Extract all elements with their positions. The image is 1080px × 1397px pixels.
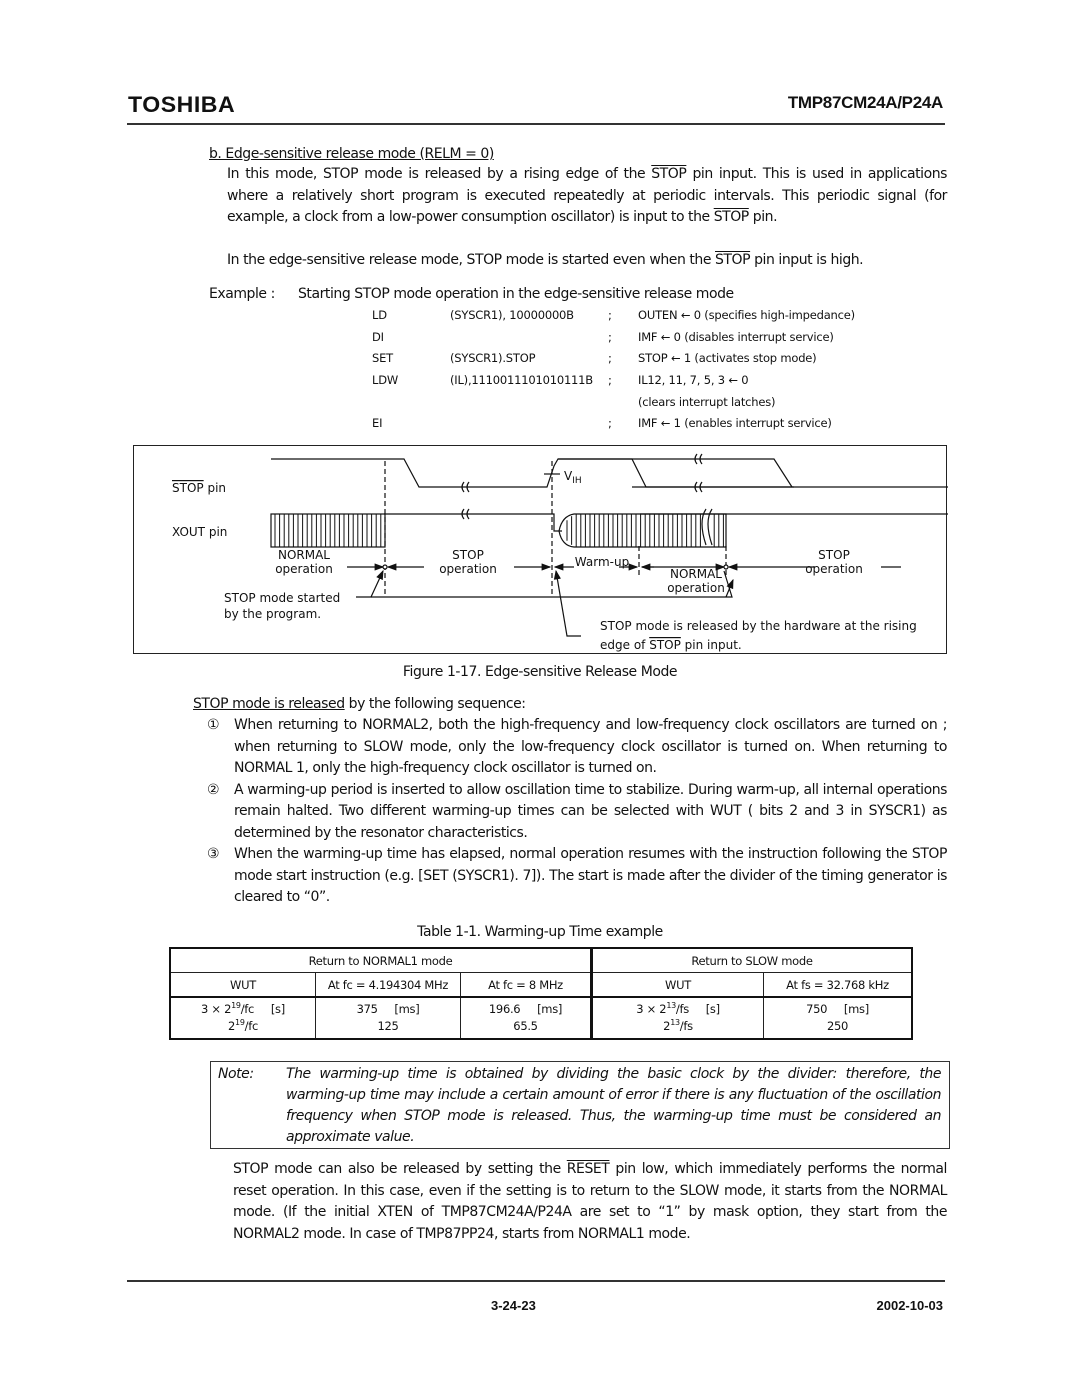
stop-pin-waveform-high (558, 459, 792, 487)
code-listing (372, 305, 912, 435)
callout-started (356, 571, 383, 597)
code-line (372, 370, 912, 392)
sequence-item (207, 715, 947, 780)
column-header: At fc = 4.194304 MHz (316, 973, 461, 998)
xout-pin-label: XOUT pin (172, 525, 228, 539)
code-line (372, 392, 912, 414)
header-rule (127, 123, 945, 125)
comment: IMF ← 1 (enables interrupt service) (638, 416, 832, 431)
operand: (SYSCR1).STOP (450, 351, 536, 366)
reset-paragraph (233, 1159, 947, 1245)
xout-oscillation-normal (271, 514, 385, 547)
sequence-item (207, 844, 947, 909)
sequence-item (207, 780, 947, 845)
opcode: DI (372, 329, 384, 344)
separator: ; (608, 329, 612, 344)
table-cell: $3 \times 2^{13}/fs$ [s] $2^{13}/fs$ (592, 997, 764, 1039)
separator: ; (608, 351, 612, 366)
separator: ; (608, 373, 612, 388)
text: pin input. This is used in applications where a relatively short program is executed repeatedly at periodic intervals. This periodic signal (for example, a clock from a low-power consumption oscillator) is input to the (227, 166, 947, 225)
brand-logo: TOSHIBA (128, 92, 236, 117)
group-header: Return to SLOW mode (592, 948, 913, 973)
stop-pin-label: STOP pin (172, 481, 227, 495)
figure-caption: Figure 1-17. Edge-sensitive Release Mode (402, 664, 678, 680)
comment: IL12, 11, 7, 5, 3 ← 0 (638, 373, 749, 388)
normal-op-label: NORMAL (277, 548, 331, 562)
note-box (210, 1061, 950, 1149)
group-header: Return to NORMAL1 mode (170, 948, 592, 973)
stop-signal: STOP (713, 209, 749, 225)
opcode: EI (372, 416, 383, 431)
operand: (SYSCR1), 10000000B (450, 308, 574, 322)
edge-paragraph (227, 250, 947, 272)
item-number: ① (207, 717, 220, 733)
text: In this mode, STOP mode is released by a rising edge of the (227, 166, 652, 182)
released-annotation: STOP mode is released by the hardware at the rising (600, 619, 917, 633)
timing-diagram-svg (134, 446, 948, 655)
note-label: Note: (218, 1066, 254, 1082)
text: STOP mode can also be released by setting the (233, 1161, 567, 1177)
separator: ; (608, 308, 612, 322)
reset-signal: RESET (566, 1161, 610, 1177)
sequence-intro (193, 694, 526, 716)
opcode: LD (372, 308, 387, 322)
warmup-label: Warm-up (574, 555, 630, 569)
stop-op-label: operation (439, 562, 497, 576)
text: In the edge-sensitive release mode, STOP mode is started even when the (227, 252, 715, 268)
column-header: At fs = 32.768 kHz (764, 973, 913, 998)
text: by the following sequence: (344, 696, 526, 712)
item-number: ② (207, 781, 220, 798)
text: pin low, which immediately performs the normal reset operation. In this case, even if the setting is to return to the SLOW mode, it starts from the NORMAL mode. (If the initial XTEN of TMP87CM24A/P24A are set to “1” by mask option, they start from the NORMAL2 mode. In case of TMP87PP24, starts from NORMAL1 mode. (233, 1161, 947, 1242)
text: pin input is high. (750, 252, 864, 268)
xout-oscillation-warmup (559, 514, 726, 547)
column-header: WUT (170, 973, 316, 998)
example-title: Starting STOP mode operation in the edge-sensitive release mode (298, 286, 734, 302)
timing-diagram (133, 445, 947, 654)
text: pin. (748, 209, 778, 225)
normal-op2-label: NORMAL (669, 567, 723, 581)
item-text: When the warming-up time has elapsed, normal operation resumes with the instruction following the STOP mode start instruction (e.g. [SET (SYSCR1). 7]). The start is made after the divider of the timing generator is cleared to “0”. (234, 846, 947, 905)
comment: STOP ← 1 (activates stop mode) (638, 351, 817, 366)
column-header: At fc = 8 MHz (461, 973, 592, 998)
started-annotation: by the program. (224, 607, 322, 621)
comment: IMF ← 0 (disables interrupt service) (638, 329, 834, 344)
code-line (372, 413, 912, 435)
item-text: When returning to NORMAL2, both the high-frequency and low-frequency clock oscillators are turned on ; when returning to SLOW mode, only the low-frequency clock oscillator is turned on. When returning to NORMAL 1, only the high-frequency clock oscillator is turned on. (234, 717, 947, 776)
comment: (clears interrupt latches) (638, 394, 776, 409)
normal-op2-label: operation (667, 581, 725, 595)
callout-released (556, 571, 581, 636)
stop-signal: STOP (715, 252, 751, 268)
released-annotation: edge of STOP pin input. (600, 638, 742, 652)
code-line (372, 348, 912, 370)
code-line (372, 305, 912, 327)
stop-op2-label: operation (805, 562, 863, 576)
stop-pin-waveform (271, 459, 794, 487)
warmup-table (169, 947, 913, 1040)
note-text: The warming-up time is obtained by dividing the basic clock by the divider: therefore, the warming-up time may include a certain amount of error if there is any fluctuation of the oscillation frequency when STOP mode is released. Thus, the warming-up time must be considered an approximate value. (286, 1066, 941, 1145)
xout-waveform (384, 514, 562, 531)
item-number: ③ (207, 846, 220, 862)
separator: ; (608, 416, 612, 431)
operand: (IL),1110011101010111B (450, 373, 593, 388)
comment: OUTEN ← 0 (specifies high-impedance) (638, 308, 855, 322)
vih-label: $V_{IH}$ (564, 469, 582, 486)
doc-date: 2002-10-03 (876, 1298, 943, 1313)
part-number: TMP87CM24A/P24A (787, 93, 943, 112)
table-row (170, 997, 912, 1039)
section-heading: b. Edge-sensitive release mode (RELM = 0) (209, 146, 494, 162)
code-line (372, 327, 912, 349)
table-cell: 375 [ms] 125 (316, 997, 461, 1039)
started-annotation: STOP mode started (224, 591, 341, 605)
normal-op-label: operation (275, 562, 333, 576)
item-text: A warming-up period is inserted to allow oscillation time to stabilize. During warm-up, all internal operations remain halted. Two different warming-up times can be selected with WUT ( bits 2 and 3 in SYSCR1) as determined by the resonator characteristics. (234, 781, 947, 841)
table-cell: 750 [ms] 250 (764, 997, 913, 1039)
stop-signal: STOP (651, 166, 687, 182)
stop-op-label: STOP (452, 548, 484, 562)
intro-paragraph (227, 164, 947, 229)
footer-rule (127, 1280, 945, 1282)
table-caption: Table 1-1. Warming-up Time example (417, 924, 663, 940)
column-header: WUT (592, 973, 764, 998)
stop-op2-label: STOP (818, 548, 850, 562)
opcode: LDW (372, 373, 399, 388)
table-cell: $3 \times 2^{19}/fc$ [s] $2^{19}/fc$ (170, 997, 316, 1039)
page-number: 3-24-23 (491, 1298, 536, 1313)
sequence-list (207, 715, 947, 909)
opcode: SET (372, 351, 393, 366)
example-label: Example : (209, 286, 275, 302)
text: STOP mode is released (193, 696, 345, 712)
table-cell: 196.6 [ms] 65.5 (461, 997, 592, 1039)
